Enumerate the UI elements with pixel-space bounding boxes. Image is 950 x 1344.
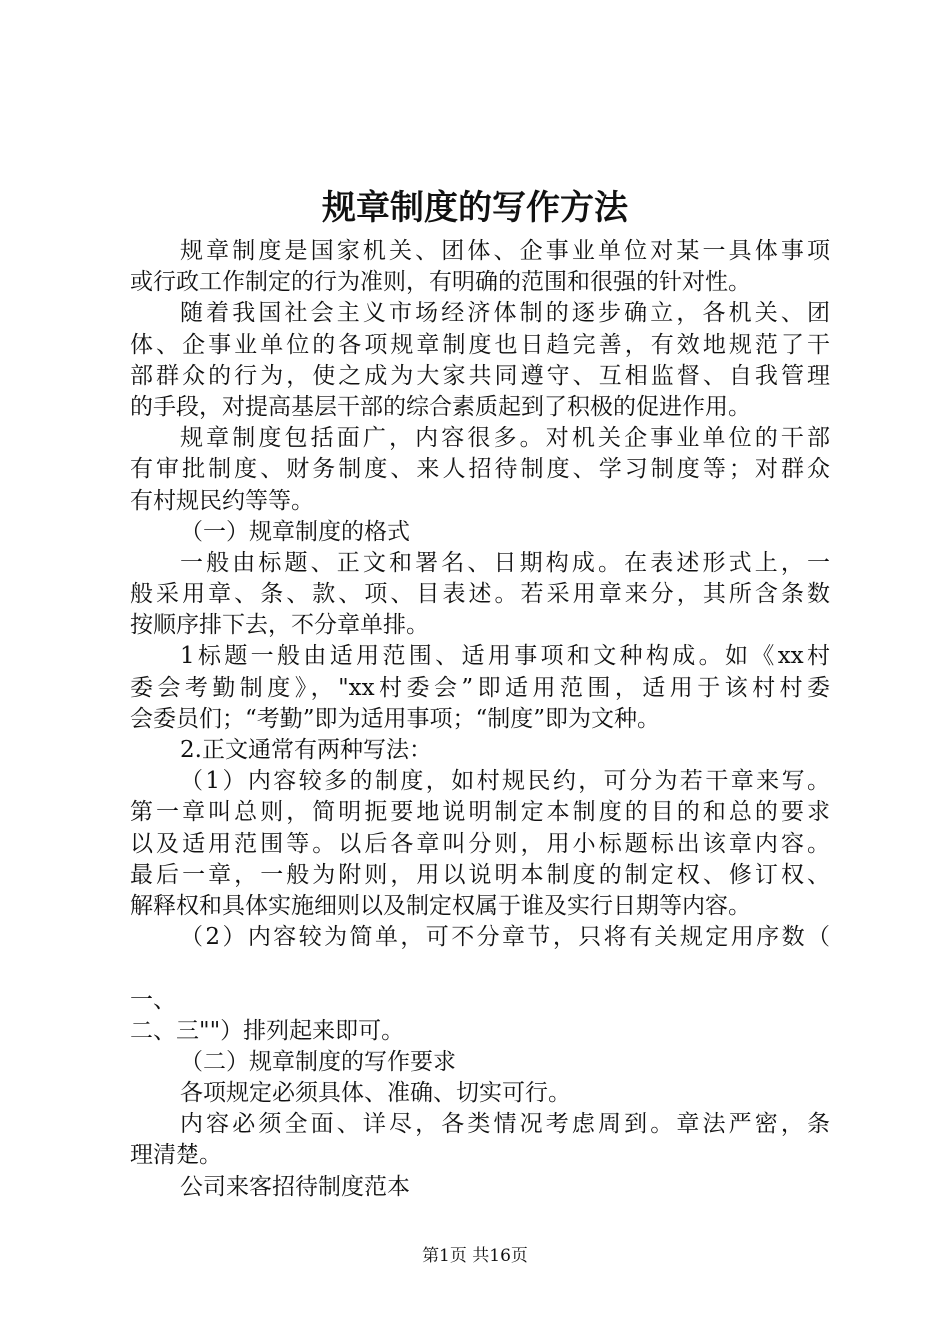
text-line: 或行政工作制定的行为准则，有明确的范围和很强的针对性。 xyxy=(130,269,751,296)
text-line: （1）内容较多的制度，如村规民约，可分为若干章来写。 xyxy=(180,768,830,795)
text-line: （2）内容较为简单，可不分章节，只将有关规定用序数（ xyxy=(180,924,830,951)
text-line: 最后一章，一般为附则，用以说明本制度的制定权、修订权、 xyxy=(130,861,830,888)
text-line: 2.正文通常有两种写法： xyxy=(180,737,432,763)
text-line: 一般由标题、正文和署名、日期构成。在表述形式上，一 xyxy=(180,549,830,576)
text-line: 规章制度是国家机关、团体、企事业单位对某一具体事项 xyxy=(180,238,830,264)
text-line: 般采用章、条、款、项、目表述。若采用章来分，其所含条数 xyxy=(130,581,830,608)
text-line xyxy=(130,953,830,984)
text-line: 规章制度包括面广，内容很多。对机关企事业单位的干部 xyxy=(180,425,830,452)
text-line: 二、三""）排列起来即可。 xyxy=(130,1017,405,1044)
text-line: 第一章叫总则，简明扼要地说明制定本制度的目的和总的要求 xyxy=(130,799,830,826)
text-line: 体、企事业单位的各项规章制度也日趋完善，有效地规范了干 xyxy=(130,331,830,358)
text-line: 理清楚。 xyxy=(130,1142,222,1169)
text-line: 按顺序排下去，不分章单排。 xyxy=(130,612,429,639)
text-line: 委会考勤制度》，"xx村委会”即适用范围，适用于该村村委 xyxy=(130,674,830,701)
document-title: 规章制度的写作方法 xyxy=(322,188,628,228)
text-line: （一）规章制度的格式 xyxy=(180,518,410,545)
text-line: 有村规民约等等。 xyxy=(130,487,314,514)
text-line: 公司来客招待制度范本 xyxy=(180,1173,410,1200)
text-line: 随着我国社会主义市场经济体制的逐步确立，各机关、团 xyxy=(180,300,830,327)
text-line: 内容必须全面、详尽，各类情况考虑周到。章法严密，条 xyxy=(180,1111,830,1138)
text-line: 1标题一般由适用范围、适用事项和文种构成。如《xx村 xyxy=(180,643,830,670)
text-line: 会委员们；“考勤”即为适用事项；“制度”即为文种。 xyxy=(130,705,661,732)
text-line: 有审批制度、财务制度、来人招待制度、学习制度等；对群众 xyxy=(130,456,830,483)
text-line: 解释权和具体实施细则以及制定权属于谁及实行日期等内容。 xyxy=(130,892,751,919)
text-line: （二）规章制度的写作要求 xyxy=(180,1048,456,1075)
text-line: 的手段，对提高基层干部的综合素质起到了积极的促进作用。 xyxy=(130,393,751,420)
page-number-footer: 第1页 共16页 xyxy=(422,1246,528,1266)
text-line: 一、 xyxy=(130,986,176,1013)
text-line: 部群众的行为，使之成为大家共同遵守、互相监督、自我管理 xyxy=(130,362,830,389)
text-line: 各项规定必须具体、准确、切实可行。 xyxy=(180,1080,571,1107)
text-line: 以及适用范围等。以后各章叫分则，用小标题标出该章内容。 xyxy=(130,830,830,857)
document-body xyxy=(130,236,830,1203)
